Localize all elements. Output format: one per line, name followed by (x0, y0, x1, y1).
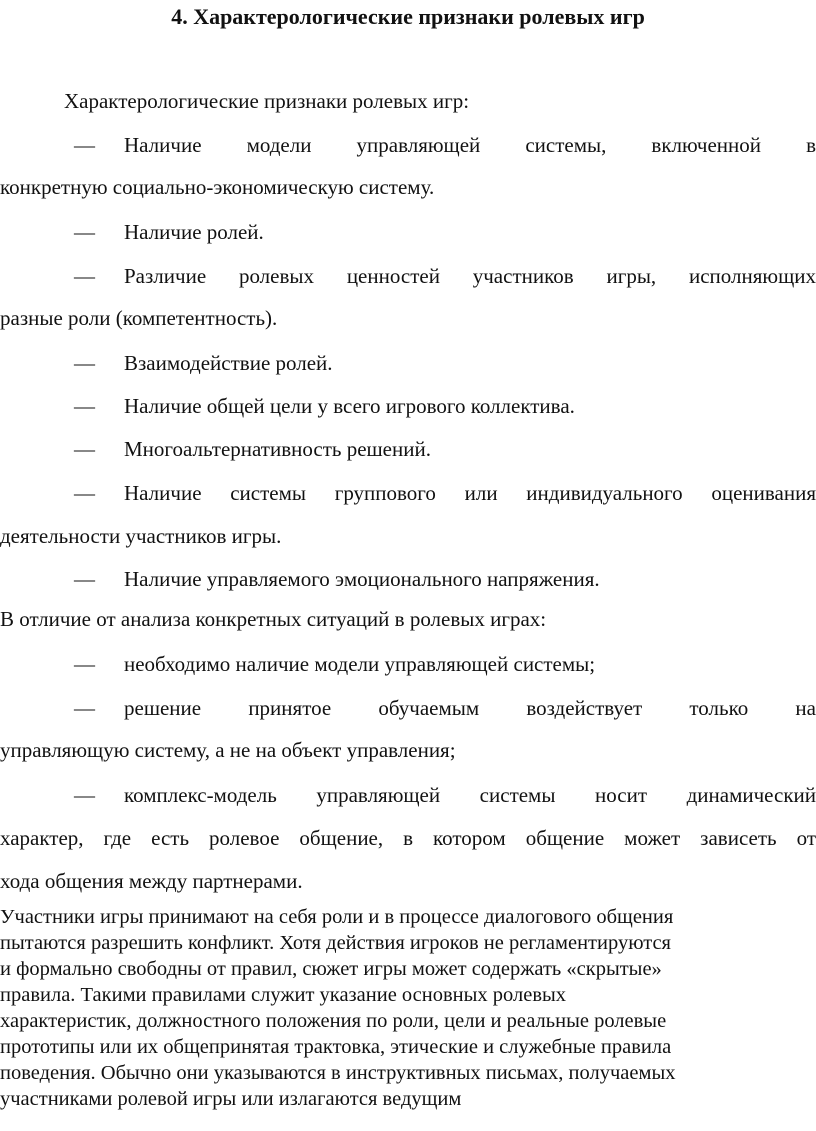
dash-marker: — (74, 437, 95, 461)
list-item-text: Наличие ролей. (124, 220, 264, 244)
list-item-continuation: конкретную социально-экономическую систему. (0, 175, 435, 199)
list-item-text: Многоальтернативность решений. (124, 437, 431, 461)
dash-marker: — (74, 133, 95, 157)
dash-marker: — (74, 783, 95, 807)
dash-marker: — (74, 264, 95, 288)
dash-marker: — (74, 481, 95, 505)
dash-marker: — (74, 394, 95, 418)
list-item-continuation: характер, где есть ролевое общение, в котором общение может зависеть от (0, 826, 816, 850)
dash-marker: — (74, 220, 95, 244)
paragraph-line: Участники игры принимают на себя роли и в процессе диалогового общения (0, 906, 674, 928)
paragraph-line: прототипы или их общепринятая трактовка, этические и служебные правила (0, 1036, 672, 1058)
list-item-text: комплекс-модель управляющей системы носит динамический (124, 783, 816, 807)
dash-marker: — (74, 652, 95, 676)
list-item-continuation: хода общения между партнерами. (0, 869, 303, 893)
list-item-text: Наличие управляемого эмоционального напряжения. (124, 567, 600, 591)
list-item-continuation: управляющую систему, а не на объект управления; (0, 738, 456, 762)
list-item-continuation: разные роли (компетентность). (0, 306, 278, 330)
paragraph-line: поведения. Обычно они указываются в инструктивных письмах, получаемых (0, 1062, 676, 1084)
dash-marker: — (74, 567, 95, 591)
paragraph-line: участниками ролевой игры или излагаются ведущим (0, 1088, 462, 1110)
dash-marker: — (74, 696, 95, 720)
list-item-text: Наличие системы группового или индивидуального оценивания (124, 481, 816, 505)
list-item-text: Взаимодействие ролей. (124, 351, 333, 375)
list-item-text: решение принятое обучаемым воздействует только на (124, 696, 816, 720)
page-title: 4. Характерологические признаки ролевых игр (171, 4, 645, 29)
paragraph-line: правила. Такими правилами служит указание основных ролевых (0, 984, 567, 1006)
paragraph-line: и формально свободны от правил, сюжет игры может содержать «скрытые» (0, 958, 662, 980)
list-item-text: необходимо наличие модели управляющей системы; (124, 652, 596, 676)
intro-text: Характерологические признаки ролевых игр: (64, 89, 470, 113)
paragraph-line: характеристик, должностного положения по роли, цели и реальные ролевые (0, 1010, 667, 1032)
list-item-text: Различие ролевых ценностей участников игры, исполняющих (124, 264, 816, 288)
list-item-text: Наличие общей цели у всего игрового коллектива. (124, 394, 575, 418)
list-item-continuation: деятельности участников игры. (0, 524, 282, 548)
body-paragraph (0, 904, 812, 1112)
paragraph-line: пытаются разрешить конфликт. Хотя действия игроков не регламентируются (0, 932, 671, 954)
list-item-text: Наличие модели управляющей системы, включенной в (124, 133, 816, 157)
dash-marker: — (74, 351, 95, 375)
